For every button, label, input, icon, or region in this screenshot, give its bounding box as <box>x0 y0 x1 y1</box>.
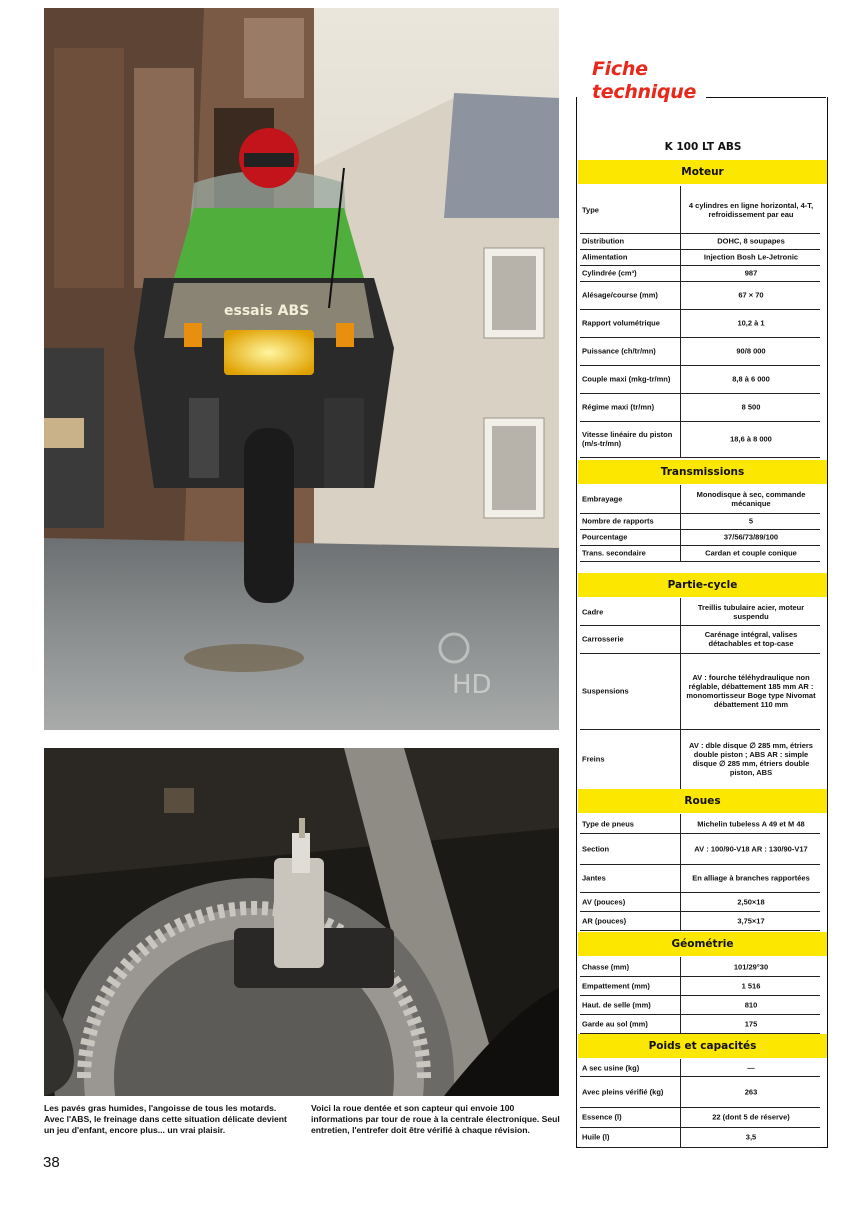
section-band: Moteur <box>578 160 827 184</box>
column-divider <box>680 1014 681 1034</box>
spec-value: Michelin tubeless A 49 et M 48 <box>697 819 805 828</box>
spec-label: A sec usine (kg) <box>582 1063 640 1072</box>
spec-row <box>580 598 820 626</box>
spec-row <box>580 393 820 422</box>
column-divider <box>680 233 681 250</box>
column-divider <box>680 1127 681 1148</box>
spec-value: 175 <box>744 1019 758 1028</box>
spec-label: Type de pneus <box>582 819 634 828</box>
spec-value: Treillis tubulaire acier, moteur suspendu <box>697 602 805 621</box>
spec-row <box>580 833 820 865</box>
spec-label: Couple maxi (mkg-tr/mn) <box>582 374 671 384</box>
spec-label: Jantes <box>582 873 606 883</box>
column-divider <box>680 281 681 310</box>
spec-value: 263 <box>744 1087 758 1096</box>
column-divider <box>680 1107 681 1128</box>
spec-value: 3,5 <box>745 1132 757 1142</box>
column-divider <box>680 911 681 931</box>
spec-row <box>580 995 820 1015</box>
spec-value: Cardan et couple conique <box>705 548 797 558</box>
spec-row <box>580 625 820 654</box>
column-divider <box>680 309 681 338</box>
spec-label: Nombre de rapports <box>582 516 654 526</box>
column-divider <box>680 625 681 654</box>
photo-abs-sensor <box>44 748 559 1096</box>
column-divider <box>680 814 681 834</box>
spec-label: Embrayage <box>582 494 623 504</box>
spec-label: Chasse (mm) <box>582 962 630 971</box>
spec-row <box>580 814 820 834</box>
spec-value: 2,50×18 <box>737 897 765 906</box>
column-divider <box>680 729 681 790</box>
spec-label: Carrosserie <box>582 634 624 644</box>
spec-row <box>580 281 820 310</box>
column-divider <box>680 598 681 626</box>
column-divider <box>680 186 681 234</box>
fairing-text: essais ABS <box>224 303 310 319</box>
section-band: Géométrie <box>578 932 827 956</box>
spec-label: Rapport volumétrique <box>582 318 660 328</box>
spec-row <box>580 186 820 234</box>
column-divider <box>680 1059 681 1077</box>
caption-left: Les pavés gras humides, l'angoisse de tous les motards. Avec l'ABS, le freinage dans cette situation délicate devient un jeu d'enfant, encore plus... un vrai plaisir. <box>44 1103 287 1135</box>
column-divider <box>680 393 681 422</box>
spec-value: 1 516 <box>741 981 761 990</box>
spec-label: Huile (l) <box>582 1132 610 1142</box>
spec-label: Essence (l) <box>582 1112 622 1122</box>
spec-value: AV : fourche téléhydraulique non réglable, débattement 185 mm AR : monomortisseur Boge type Nivomat débattement 110 mm <box>686 673 816 709</box>
spec-value: 90/8 000 <box>736 346 766 356</box>
spec-value: 10,2 à 1 <box>737 318 765 328</box>
spec-value: 18,6 à 8 000 <box>730 434 772 444</box>
column-divider <box>680 995 681 1015</box>
spec-row <box>580 513 820 530</box>
spec-label: Type <box>582 205 599 214</box>
spec-row <box>580 653 820 730</box>
spec-value: 22 (dont 5 de réserve) <box>712 1112 790 1122</box>
column-divider <box>680 265 681 282</box>
spec-row <box>580 365 820 394</box>
spec-value: Carénage intégral, valises détachables et top-case <box>704 630 798 648</box>
model-name: K 100 LT ABS <box>664 141 742 153</box>
spec-value: 4 cylindres en ligne horizontal, 4-T, refroidissement par eau <box>688 200 814 219</box>
column-divider <box>680 485 681 514</box>
spec-value: — <box>747 1063 755 1072</box>
fiche-title-line1: Fiche <box>592 58 648 80</box>
spec-value: 101/29°30 <box>733 962 769 971</box>
column-divider <box>680 892 681 912</box>
spec-label: AR (pouces) <box>582 916 627 925</box>
fiche-title-line2: technique <box>592 81 697 103</box>
spec-value: Injection Bosh Le-Jetronic <box>703 252 799 262</box>
section-band: Roues <box>578 789 827 813</box>
spec-row <box>580 337 820 366</box>
spec-label: Puissance (ch/tr/mn) <box>582 346 656 356</box>
spec-label: Alésage/course (mm) <box>582 290 658 300</box>
spec-row <box>580 485 820 514</box>
spec-row <box>580 1127 820 1148</box>
spec-value: DOHC, 8 soupapes <box>717 236 785 246</box>
spec-row <box>580 265 820 282</box>
spec-label: Section <box>582 844 610 853</box>
spec-label: Garde au sol (mm) <box>582 1019 648 1028</box>
spec-label: Empattement (mm) <box>582 981 650 990</box>
spec-value: 67 × 70 <box>738 290 764 300</box>
column-divider <box>680 337 681 366</box>
spec-label: AV (pouces) <box>582 897 626 906</box>
caption-right: Voici la roue dentée et son capteur qui envoie 100 informations par tour de roue à la centrale électronique. Seul entretien, l'entrefer doit être vérifié à chaque révision. <box>311 1103 560 1135</box>
section-band: Partie-cycle <box>578 573 827 597</box>
spec-row <box>580 729 820 790</box>
column-divider <box>680 653 681 730</box>
spec-row <box>580 233 820 250</box>
spec-value: 8 500 <box>741 402 761 412</box>
page-number: 38 <box>43 1154 60 1171</box>
spec-row <box>580 957 820 977</box>
spec-row <box>580 1059 820 1077</box>
spec-value: 8,8 à 6 000 <box>732 374 770 384</box>
spec-value: 5 <box>748 516 754 526</box>
spec-row <box>580 976 820 996</box>
spec-row <box>580 249 820 266</box>
spec-row <box>580 892 820 912</box>
spec-label: Suspensions <box>582 686 629 696</box>
section-band: Poids et capacités <box>578 1034 827 1058</box>
watermark: HD <box>452 670 492 700</box>
spec-row <box>580 309 820 338</box>
spec-label: Cadre <box>582 607 604 616</box>
spec-row <box>580 529 820 546</box>
spec-row <box>580 864 820 893</box>
spec-label: Haut. de selle (mm) <box>582 1000 651 1009</box>
spec-label: Trans. secondaire <box>582 548 646 558</box>
spec-label: Cylindrée (cm³) <box>582 268 637 278</box>
spec-value: AV : dble disque ∅ 285 mm, étriers double piston ; ABS AR : simple disque ∅ 285 mm, étriers double piston, ABS <box>689 741 813 777</box>
spec-row <box>580 1076 820 1108</box>
column-divider <box>680 1076 681 1108</box>
column-divider <box>680 864 681 893</box>
spec-label: Pourcentage <box>582 532 628 542</box>
spec-label: Régime maxi (tr/mn) <box>582 402 655 412</box>
spec-row <box>580 911 820 931</box>
column-divider <box>680 833 681 865</box>
spec-label: Distribution <box>582 236 625 246</box>
spec-row <box>580 421 820 458</box>
spec-value: En alliage à branches rapportées <box>692 873 810 883</box>
spec-value: Monodisque à sec, commande mécanique <box>696 490 806 508</box>
spec-value: 810 <box>744 1000 758 1009</box>
column-divider <box>680 365 681 394</box>
column-divider <box>680 529 681 546</box>
spec-row <box>580 545 820 562</box>
spec-label: Vitesse linéaire du piston (m/s-tr/mn) <box>582 430 673 448</box>
section-band: Transmissions <box>578 460 827 484</box>
spec-label: Freins <box>582 754 605 764</box>
spec-row <box>580 1107 820 1128</box>
spec-value: 3,75×17 <box>737 916 765 925</box>
column-divider <box>680 976 681 996</box>
column-divider <box>680 545 681 562</box>
spec-label: Avec pleins vérifié (kg) <box>582 1087 664 1096</box>
spec-label: Alimentation <box>582 252 628 262</box>
spec-value: 37/56/73/89/100 <box>723 532 779 542</box>
spec-value: 987 <box>744 268 758 278</box>
column-divider <box>680 421 681 458</box>
column-divider <box>680 957 681 977</box>
spec-row <box>580 1014 820 1034</box>
column-divider <box>680 249 681 266</box>
column-divider <box>680 513 681 530</box>
spec-value: AV : 100/90-V18 AR : 130/90-V17 <box>694 844 808 853</box>
photo-motorcycle-street <box>44 8 559 730</box>
